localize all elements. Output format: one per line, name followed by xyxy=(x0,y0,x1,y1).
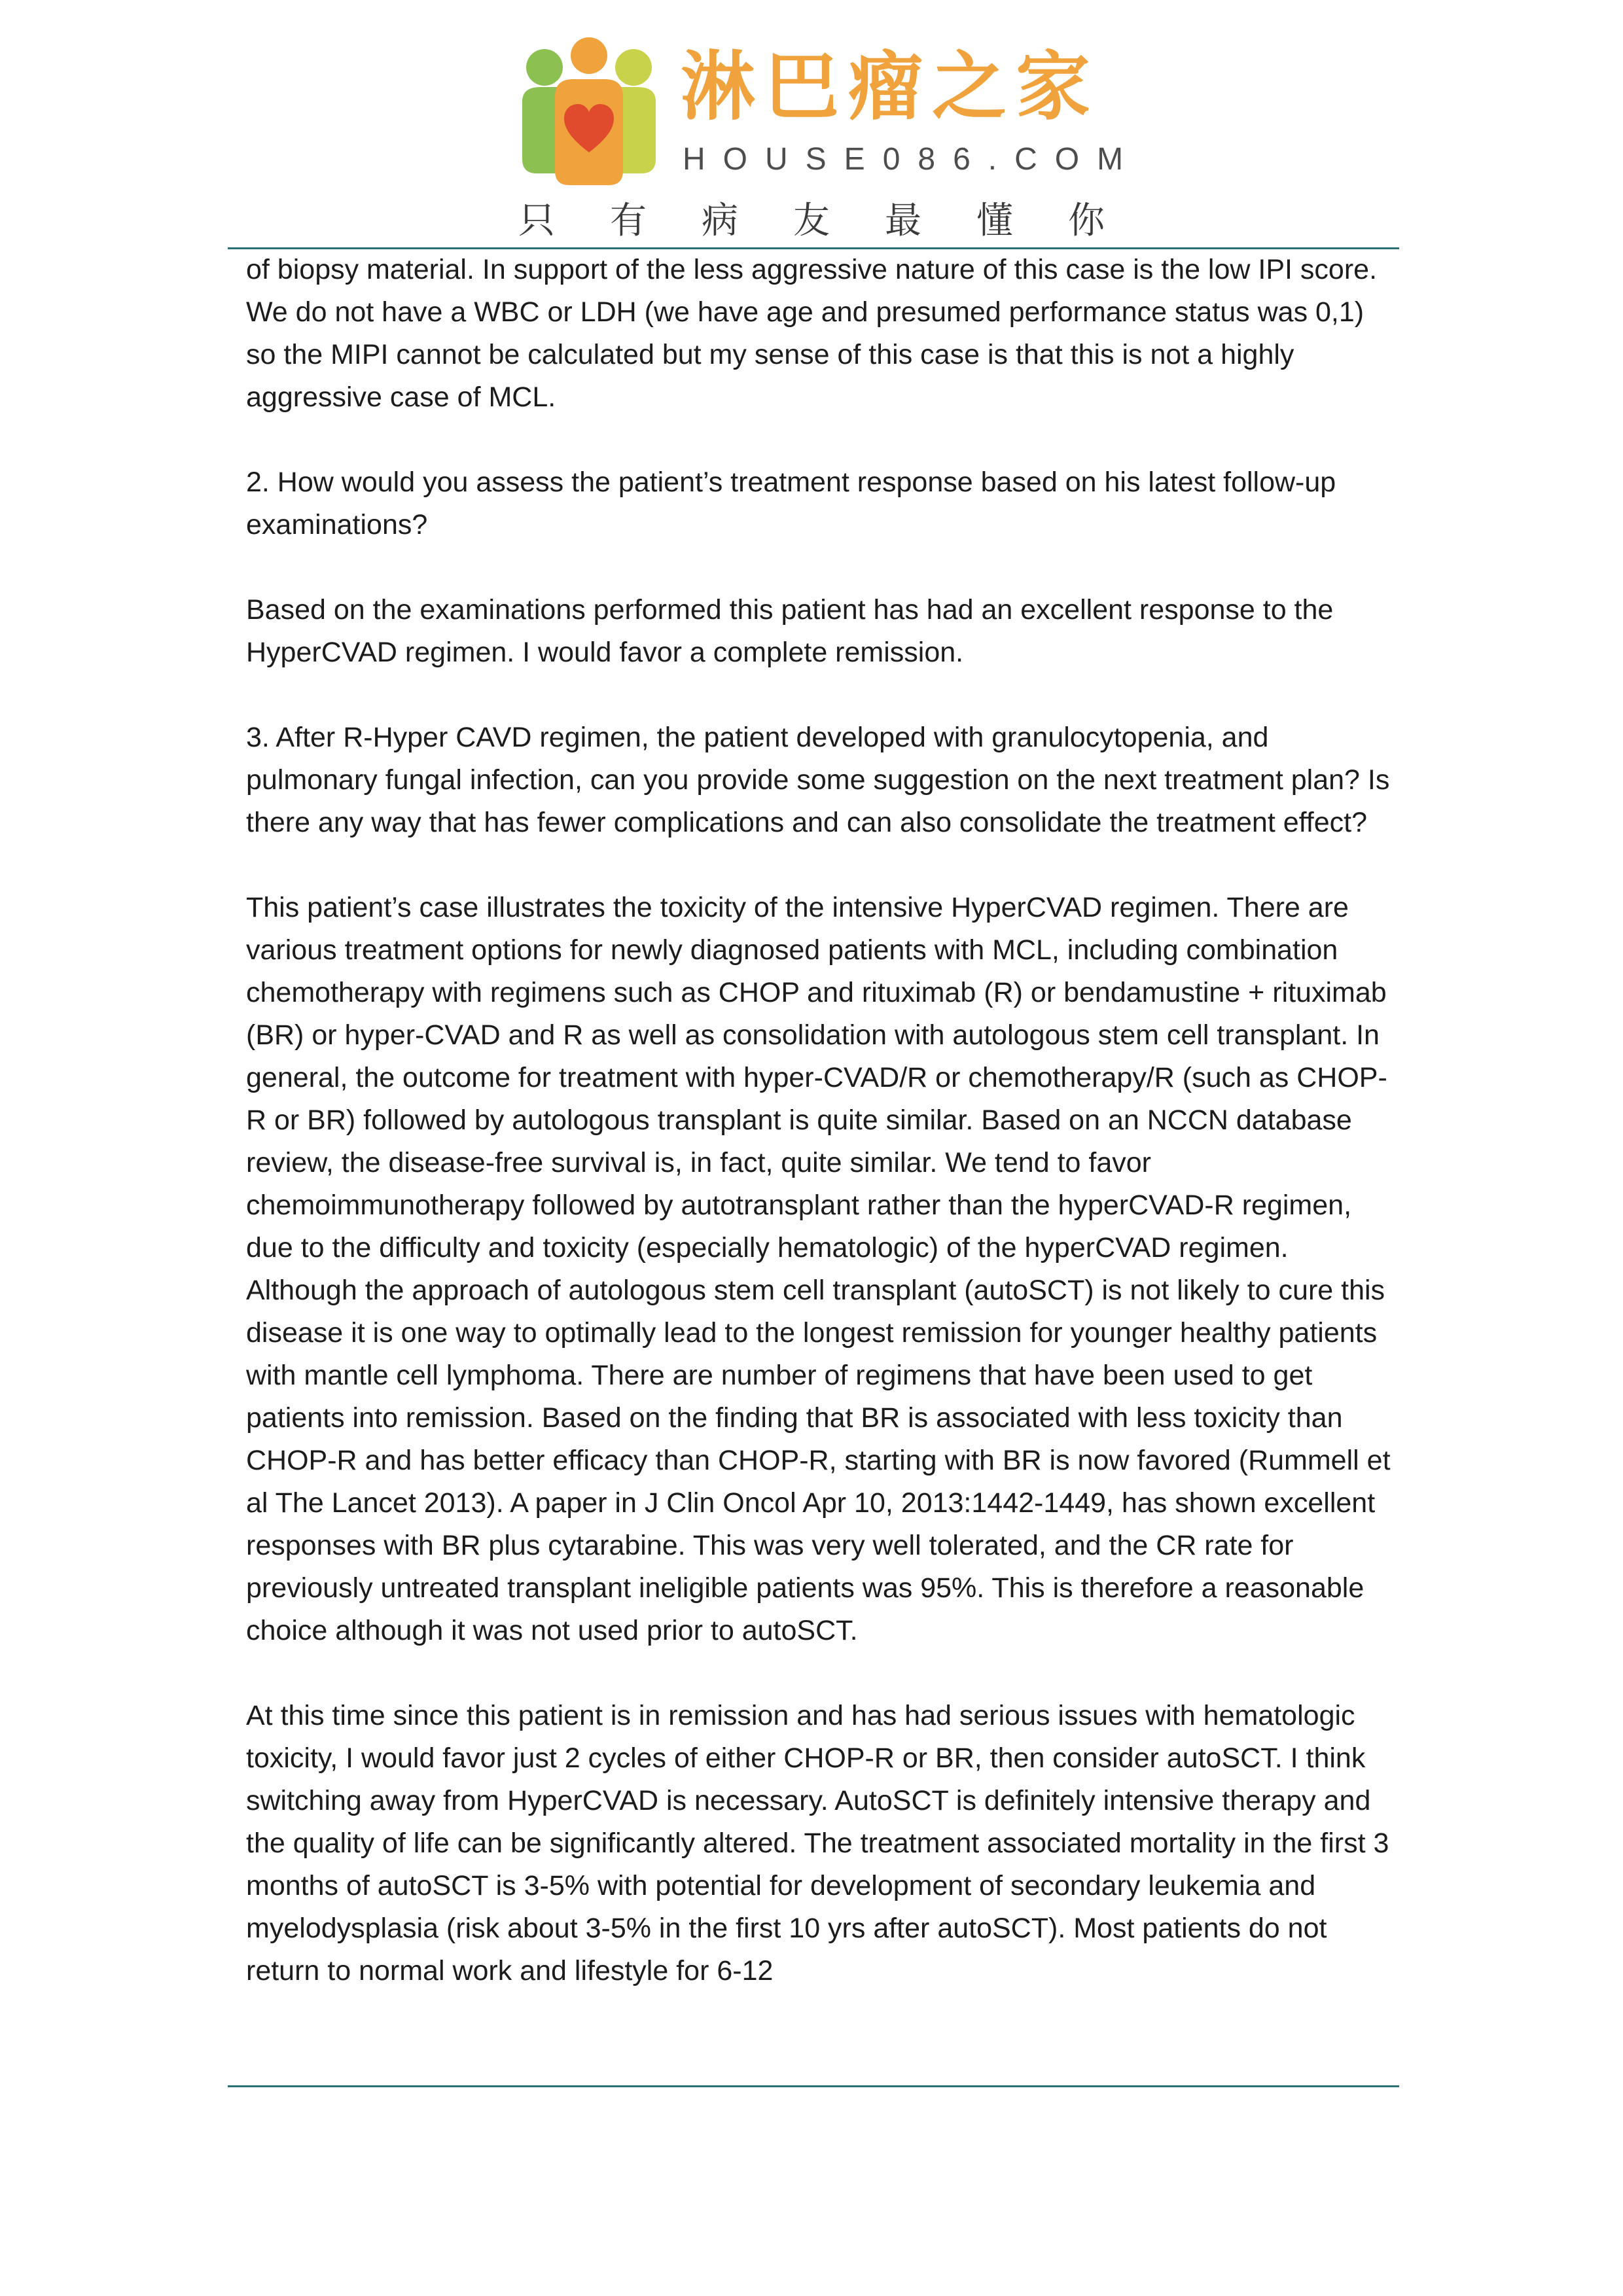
page-header xyxy=(0,0,1623,255)
paragraph: This patient’s case illustrates the toxicity of the intensive HyperCVAD regimen. There are various treatment options for newly diagnosed patients with MCL, including combination chemotherapy with regimens such as CHOP and rituximab (R) or bendamustine + rituximab (BR) or hyper-CVAD and R as well as consolidation with autologous stem cell transplant. In general, the outcome for treatment with hyper-CVAD/R or chemotherapy/R (such as CHOP-R or BR) followed by autologous transplant is quite similar. Based on an NCCN database review, the disease-free survival is, in fact, quite similar. We tend to favor chemoimmunotherapy followed by autotransplant rather than the hyperCVAD-R regimen, due to the difficulty and toxicity (especially hematologic) of the hyperCVAD regimen. Although the approach of autologous stem cell transplant (autoSCT) is not likely to cure this disease it is one way to optimally lead to the longest remission for younger healthy patients with mantle cell lymphoma. There are number of regimens that have been used to get patients into remission. Based on the finding that BR is associated with less toxicity than CHOP-R and has better efficacy than CHOP-R, starting with BR is now favored (Rummell et al The Lancet 2013). A paper in J Clin Oncol Apr 10, 2013:1442-1449, has shown excellent responses with BR plus cytarabine. This was very well tolerated, and the CR rate for previously untreated transplant ineligible patients was 95%. This is therefore a reasonable choice although it was not used prior to autoSCT. xyxy=(246,892,1391,1646)
paragraph: 2. How would you assess the patient’s treatment response based on his latest follow-up examinations? xyxy=(246,467,1336,540)
paragraph: 3. After R-Hyper CAVD regimen, the patient developed with granulocytopenia, and pulmonary fungal infection, can you provide some suggestion on the next treatment plan? Is there any way that has fewer complications and can also consolidate the treatment effect? xyxy=(246,722,1390,838)
paragraph: Based on the examinations performed this patient has had an excellent response to the HyperCVAD regimen. I would favor a complete remission. xyxy=(246,594,1334,668)
paragraph: At this time since this patient is in remission and has had serious issues with hematologic toxicity, I would favor just 2 cycles of either CHOP-R or BR, then consider autoSCT. I think switching away from HyperCVAD is necessary. AutoSCT is definitely intensive therapy and the quality of life can be significantly altered. The treatment associated mortality in the first 3 months of autoSCT is 3-5% with potential for development of secondary leukemia and myelodysplasia (risk about 3-5% in the first 10 yrs after autoSCT). Most patients do not return to normal work and lifestyle for 6-12 xyxy=(246,1700,1389,1987)
footer-divider xyxy=(228,2085,1399,2087)
family-heart-icon xyxy=(517,36,661,186)
document-body xyxy=(246,249,1398,1992)
brand-slogan: 只有病友最懂你 xyxy=(518,200,1160,242)
paragraph: of biopsy material. In support of the less aggressive nature of this case is the low IPI score. We do not have a WBC or LDH (we have age and presumed performance status was 0,1) so the MIPI cannot be calculated but my sense of this case is that this is not a highly aggressive case of MCL. xyxy=(246,254,1378,413)
brand-name: 淋巴瘤之家 xyxy=(681,43,1100,130)
brand-url: HOUSE086.COM xyxy=(683,142,1141,177)
